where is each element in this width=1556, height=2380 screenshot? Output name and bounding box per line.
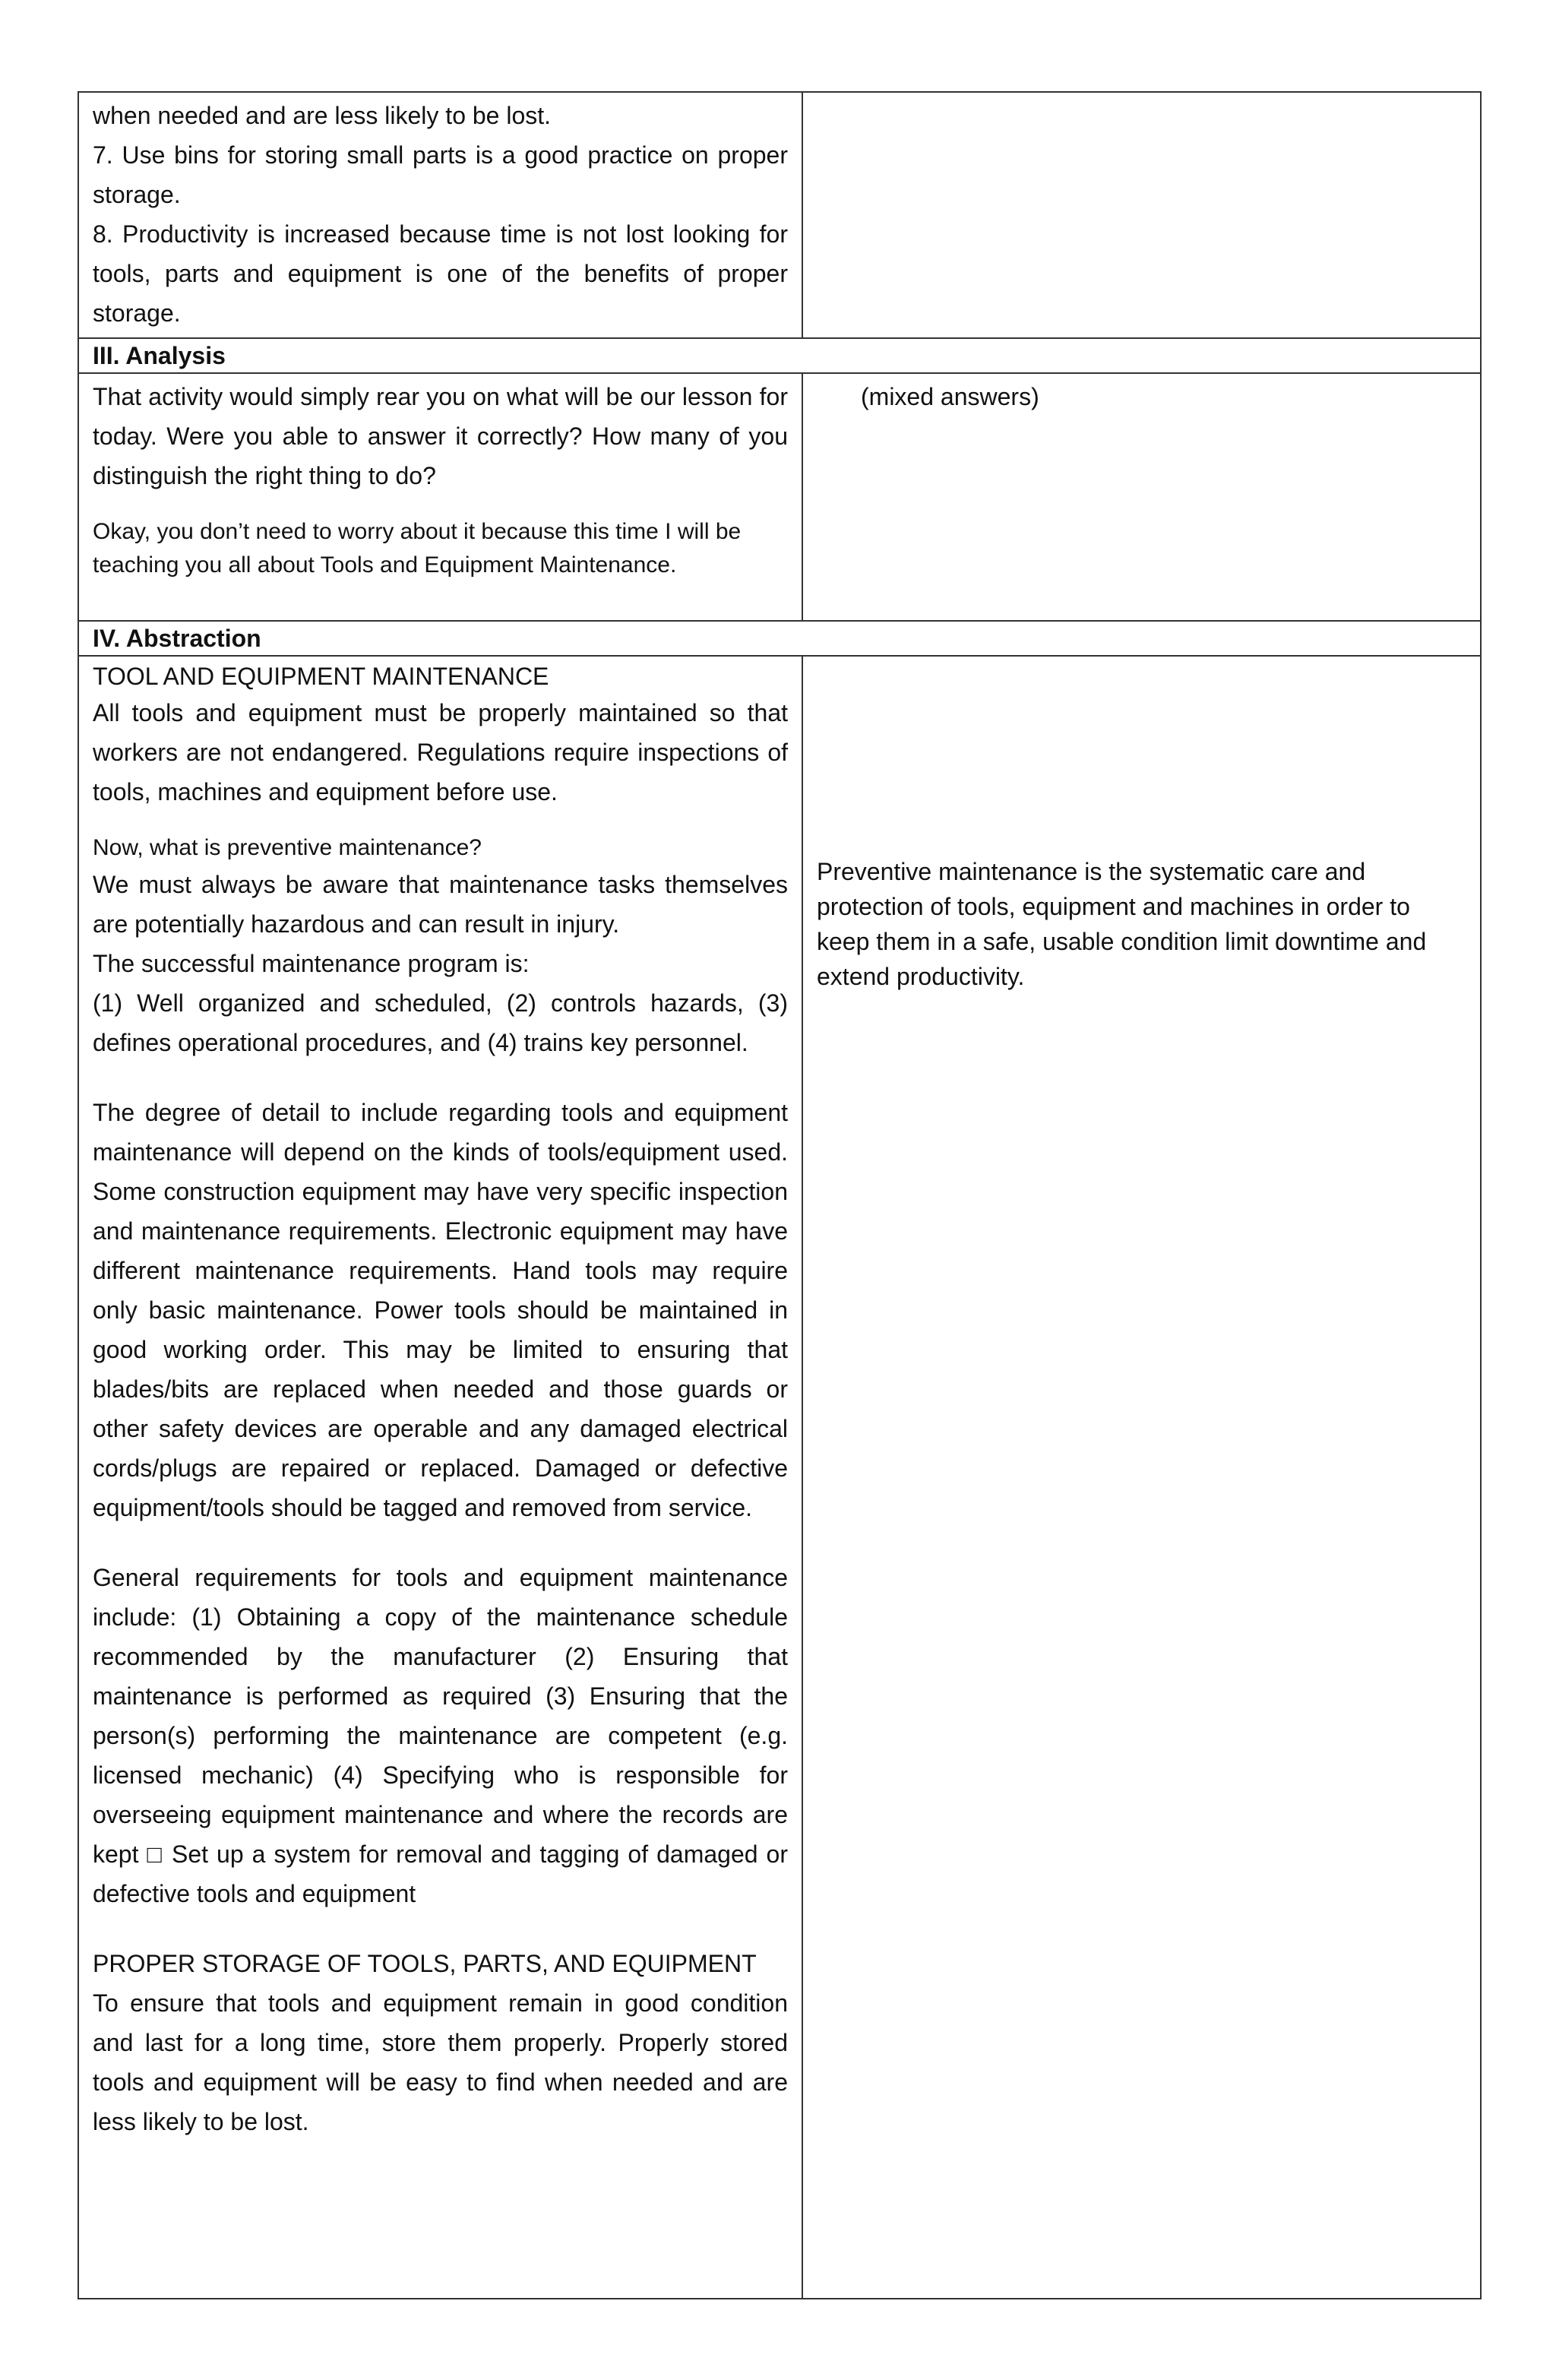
analysis-paragraph: That activity would simply rear you on what will be our lesson for today. Were you able to answer it correctly? How many of you distinguish the right thing to do? bbox=[93, 383, 788, 489]
abstraction-paragraph: (1) Well organized and scheduled, (2) controls hazards, (3) defines operational procedures, and (4) trains key personnel. bbox=[93, 989, 788, 1056]
teacher-activity-cell bbox=[78, 92, 802, 338]
item-8: 8. Productivity is increased because time is not lost looking for tools, parts and equipment is one of the benefits of proper storage. bbox=[93, 220, 788, 327]
analysis-paragraph: Okay, you don’t need to worry about it because this time I will be teaching you all about Tools and Equipment Maintenance. bbox=[93, 519, 742, 578]
section-heading-row bbox=[78, 621, 1481, 656]
student-activity-cell bbox=[802, 373, 1481, 621]
table-row bbox=[78, 373, 1481, 621]
student-activity-cell bbox=[802, 92, 1481, 338]
abstraction-paragraph: We must always be aware that maintenance tasks themselves are potentially hazardous and can result in injury. bbox=[93, 871, 788, 938]
analysis-heading: III. Analysis bbox=[78, 338, 1481, 373]
item-7: 7. Use bins for storing small parts is a good practice on proper storage. bbox=[93, 141, 788, 208]
question-line: Now, what is preventive maintenance? bbox=[93, 835, 482, 860]
teacher-activity-cell bbox=[78, 373, 802, 621]
teacher-activity-cell bbox=[78, 656, 802, 2299]
abstraction-paragraph: To ensure that tools and equipment remain in good condition and last for a long time, store them properly. Properly stored tools and equipment will be easy to find when needed and are less likely to be lost. bbox=[93, 1989, 788, 2135]
abstraction-paragraph: All tools and equipment must be properly maintained so that workers are not endangered. Regulations require inspections of tools, machines and equipment before use. bbox=[93, 699, 788, 805]
abstraction-heading: IV. Abstraction bbox=[78, 621, 1481, 656]
continuation-line: when needed and are less likely to be lost. bbox=[93, 102, 552, 129]
table-row bbox=[78, 92, 1481, 338]
analysis-answer: (mixed answers) bbox=[861, 383, 1039, 410]
lesson-plan-table bbox=[77, 91, 1482, 2299]
section-title: TOOL AND EQUIPMENT MAINTENANCE bbox=[93, 663, 549, 690]
table-row bbox=[78, 656, 1481, 2299]
section-heading-row bbox=[78, 338, 1481, 373]
student-activity-cell bbox=[802, 656, 1481, 2299]
abstraction-paragraph: The successful maintenance program is: bbox=[93, 950, 530, 977]
abstraction-paragraph: The degree of detail to include regarding tools and equipment maintenance will depend on the kinds of tools/equipment used. Some construction equipment may have very specific inspection and maintenance requirements. Electronic equipment may have different maintenance requirements. Hand tools may require only basic maintenance. Power tools should be maintained in good working order. This may be limited to ensuring that blades/bits are replaced when needed and those guards or other safety devices are operable and any damaged electrical cords/plugs are repaired or replaced. Damaged or defective equipment/tools should be tagged and removed from service. bbox=[93, 1099, 788, 1521]
section-title: PROPER STORAGE OF TOOLS, PARTS, AND EQUIPMENT bbox=[93, 1950, 757, 1977]
abstraction-paragraph: General requirements for tools and equipment maintenance include: (1) Obtaining a copy of the maintenance schedule recommended by the manufacturer (2) Ensuring that maintenance is performed as required (3) Ensuring that the person(s) performing the maintenance are competent (e.g. licensed mechanic) (4) Specifying who is responsible for overseeing equipment maintenance and where the records are kept □ Set up a system for removal and tagging of damaged or defective tools and equipment bbox=[93, 1564, 788, 1907]
preventive-maintenance-answer: Preventive maintenance is the systematic care and protection of tools, equipment and machines in order to keep them in a safe, usable condition limit downtime and extend productivity. bbox=[817, 858, 1427, 990]
